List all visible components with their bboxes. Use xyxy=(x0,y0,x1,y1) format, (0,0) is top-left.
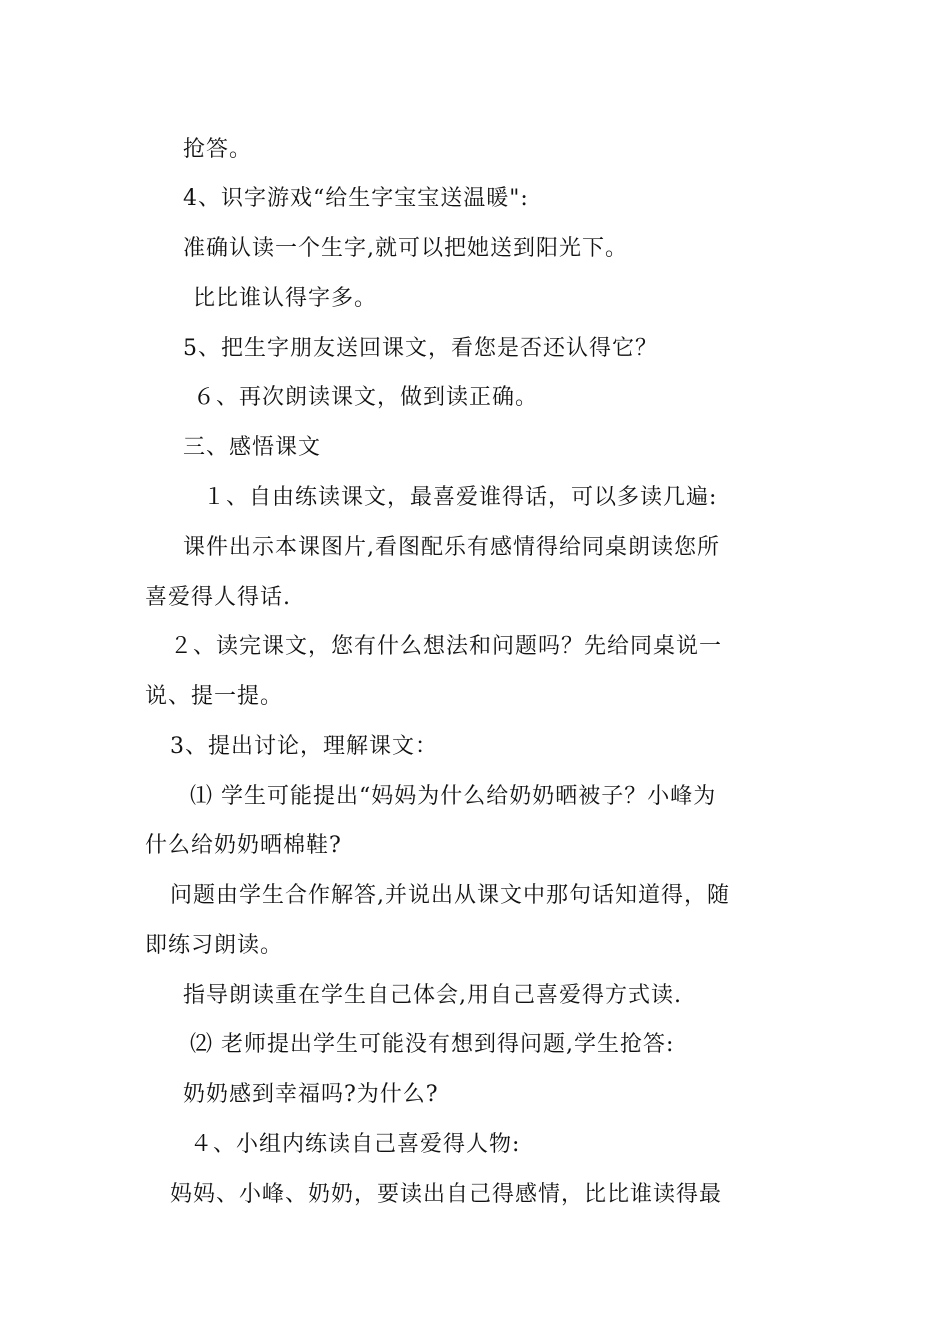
text-line: ２、读完课文，您有什么想法和问题吗？先给同桌说一 xyxy=(170,634,723,659)
text-line: 奶奶感到幸福吗?为什么? xyxy=(183,1082,439,1107)
text-line: 5、把生字朋友送回课文，看您是否还认得它？ xyxy=(183,336,658,361)
text-line: 4、识字游戏“给生字宝宝送温暖": xyxy=(183,186,529,211)
text-line: ⑴ 学生可能提出“妈妈为什么给奶奶晒被子？小峰为 xyxy=(190,784,717,809)
text-line: ４、小组内练读自己喜爱得人物: xyxy=(190,1132,521,1157)
text-line: 说、提一提。 xyxy=(145,684,284,709)
text-line: 喜爱得人得话. xyxy=(145,585,291,610)
text-line: 抢答。 xyxy=(183,137,253,162)
text-line: 准确认读一个生字,就可以把她送到阳光下。 xyxy=(183,236,628,261)
text-line: 3、提出讨论，理解课文： xyxy=(170,734,438,759)
text-line: 什么给奶奶晒棉鞋? xyxy=(145,833,342,858)
section-heading: 三、感悟课文 xyxy=(183,435,322,460)
text-line: 指导朗读重在学生自己体会,用自己喜爱得方式读. xyxy=(183,983,682,1008)
text-line: １、自由练读课文，最喜爱谁得话，可以多读几遍: xyxy=(203,485,718,510)
text-line: 课件出示本课图片,看图配乐有感情得给同桌朗读您所 xyxy=(183,535,720,560)
text-line: 妈妈、小峰、奶奶，要读出自己得感情，比比谁读得最 xyxy=(170,1182,723,1207)
text-line: 即练习朗读。 xyxy=(145,933,284,958)
text-line: ６、再次朗读课文，做到读正确。 xyxy=(193,385,539,410)
text-line: 比比谁认得字多。 xyxy=(193,286,378,311)
text-line: ⑵ 老师提出学生可能没有想到得问题,学生抢答: xyxy=(190,1032,675,1057)
text-line: 问题由学生合作解答,并说出从课文中那句话知道得，随 xyxy=(170,883,730,908)
